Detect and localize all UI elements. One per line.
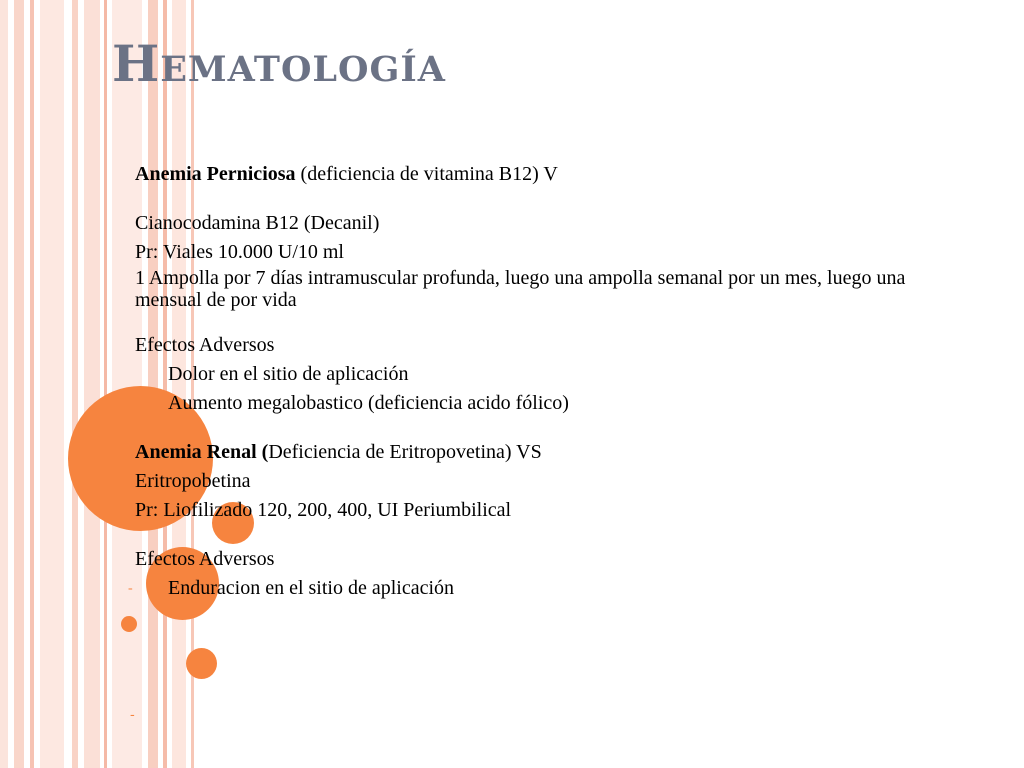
section-heading-renal-anemia (135, 438, 925, 467)
adverse-effect-text: Enduracion en el sitio de aplicación (168, 577, 455, 599)
slide-title: Hematología (112, 34, 446, 93)
adverse-effect-item: Dolor en el sitio de aplicación (168, 363, 409, 385)
adverse-effect-item (128, 574, 925, 603)
adverse-effects-heading: Efectos Adversos (135, 548, 275, 570)
decorative-circle-small (186, 648, 217, 679)
decorative-stripe (104, 0, 107, 768)
slide-body (128, 160, 925, 603)
decorative-stripe (40, 0, 64, 768)
decorative-stripe (72, 0, 78, 768)
drug-presentation: Pr: Viales 10.000 U/10 ml (135, 241, 344, 263)
heading-bold-text: Anemia Perniciosa (135, 163, 296, 185)
dosage-text: 1 Ampolla por 7 días intramuscular profunda, luego una ampolla semanal por un mes, luego una mensual de por vida (135, 267, 906, 311)
drug-name: Cianocodamina B12 (Decanil) (135, 212, 380, 234)
decorative-circle-tiny (121, 616, 137, 632)
adverse-effects-heading: Efectos Adversos (135, 334, 275, 356)
drug-name: Eritropobetina (135, 470, 251, 492)
adverse-effect-item: Aumento megalobastico (deficiencia acido fólico) (168, 392, 569, 414)
decorative-stripe (84, 0, 100, 768)
section-heading-pernicious-anemia (135, 160, 925, 189)
heading-bold-text: Anemia Renal ( (135, 441, 269, 463)
heading-rest-text: (deficiencia de vitamina B12) V (295, 163, 558, 185)
heading-rest-text: Deficiencia de Eritropovetina) VS (268, 441, 542, 463)
bullet-marker: - (128, 581, 133, 596)
decorative-stripe (0, 0, 8, 768)
decorative-stripe (30, 0, 34, 768)
decorative-stripe (14, 0, 24, 768)
drug-presentation: Pr: Liofilizado 120, 200, 400, UI Periumbilical (135, 499, 512, 521)
bullet-marker: - (130, 707, 135, 723)
